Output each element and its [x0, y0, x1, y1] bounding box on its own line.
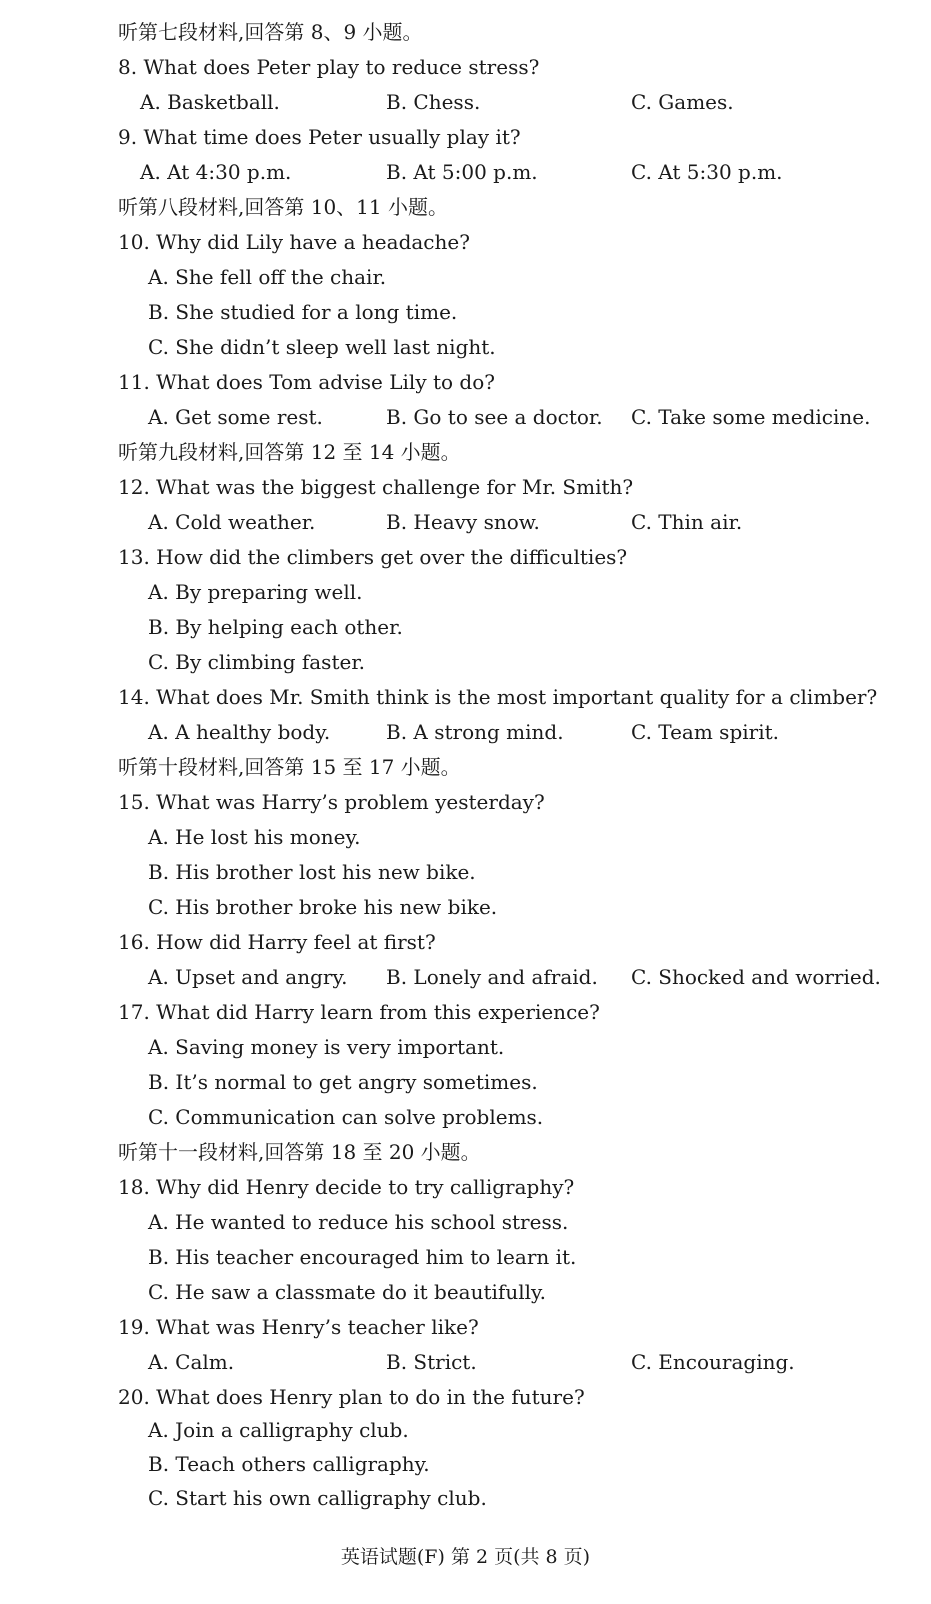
question-20-option-c: C. Start his own calligraphy club.: [148, 1486, 487, 1510]
section-heading: 听第十一段材料,回答第 18 至 20 小题。: [118, 1140, 481, 1164]
question-17-option-a: A. Saving money is very important.: [148, 1035, 505, 1059]
question-15-option-a: A. He lost his money.: [148, 825, 361, 849]
question-10-option-a: A. She fell off the chair.: [148, 265, 387, 289]
question-19-option-a: A. Calm.: [148, 1350, 235, 1374]
question-14-option-c: C. Team spirit.: [631, 720, 779, 744]
section-heading: 听第九段材料,回答第 12 至 14 小题。: [118, 440, 461, 464]
question-9-option-a: A. At 4:30 p.m.: [140, 160, 292, 184]
question-11-option-a: A. Get some rest.: [148, 405, 323, 429]
question-8-option-a: A. Basketball.: [140, 90, 280, 114]
question-16: 16. How did Harry feel at first?: [118, 930, 436, 954]
question-8: 8. What does Peter play to reduce stress?: [118, 55, 540, 79]
question-11-option-b: B. Go to see a doctor.: [386, 405, 603, 429]
question-19-option-c: C. Encouraging.: [631, 1350, 795, 1374]
question-18-option-c: C. He saw a classmate do it beautifully.: [148, 1280, 546, 1304]
question-20-option-b: B. Teach others calligraphy.: [148, 1452, 430, 1476]
question-20: 20. What does Henry plan to do in the future?: [118, 1385, 585, 1409]
question-17: 17. What did Harry learn from this experience?: [118, 1000, 600, 1024]
question-14-option-a: A. A healthy body.: [148, 720, 331, 744]
question-19-option-b: B. Strict.: [386, 1350, 477, 1374]
question-16-option-a: A. Upset and angry.: [148, 965, 348, 989]
page-footer: 英语试题(F) 第 2 页(共 8 页): [340, 1546, 591, 1568]
question-11: 11. What does Tom advise Lily to do?: [118, 370, 495, 394]
question-13-option-a: A. By preparing well.: [148, 580, 363, 604]
question-15-option-b: B. His brother lost his new bike.: [148, 860, 476, 884]
question-18-option-b: B. His teacher encouraged him to learn it.: [148, 1245, 577, 1269]
question-10-option-c: C. She didn’t sleep well last night.: [148, 335, 496, 359]
question-18-option-a: A. He wanted to reduce his school stress.: [148, 1210, 569, 1234]
question-14-option-b: B. A strong mind.: [386, 720, 564, 744]
question-15: 15. What was Harry’s problem yesterday?: [118, 790, 545, 814]
question-13-option-b: B. By helping each other.: [148, 615, 403, 639]
question-16-option-c: C. Shocked and worried.: [631, 965, 881, 989]
question-20-option-a: A. Join a calligraphy club.: [148, 1418, 409, 1442]
question-8-option-c: C. Games.: [631, 90, 734, 114]
question-8-option-b: B. Chess.: [386, 90, 481, 114]
section-heading: 听第七段材料,回答第 8、9 小题。: [118, 20, 423, 44]
question-10-option-b: B. She studied for a long time.: [148, 300, 458, 324]
question-13: 13. How did the climbers get over the difficulties?: [118, 545, 628, 569]
question-12-option-a: A. Cold weather.: [148, 510, 316, 534]
question-17-option-c: C. Communication can solve problems.: [148, 1105, 544, 1129]
question-9-option-c: C. At 5:30 p.m.: [631, 160, 783, 184]
question-11-option-c: C. Take some medicine.: [631, 405, 871, 429]
question-10: 10. Why did Lily have a headache?: [118, 230, 470, 254]
section-heading: 听第八段材料,回答第 10、11 小题。: [118, 195, 448, 219]
section-heading: 听第十段材料,回答第 15 至 17 小题。: [118, 755, 461, 779]
question-17-option-b: B. It’s normal to get angry sometimes.: [148, 1070, 538, 1094]
question-9-option-b: B. At 5:00 p.m.: [386, 160, 538, 184]
question-13-option-c: C. By climbing faster.: [148, 650, 366, 674]
question-12-option-c: C. Thin air.: [631, 510, 743, 534]
question-16-option-b: B. Lonely and afraid.: [386, 965, 598, 989]
question-12: 12. What was the biggest challenge for Mr. Smith?: [118, 475, 634, 499]
question-12-option-b: B. Heavy snow.: [386, 510, 540, 534]
question-9: 9. What time does Peter usually play it?: [118, 125, 521, 149]
question-15-option-c: C. His brother broke his new bike.: [148, 895, 498, 919]
question-19: 19. What was Henry’s teacher like?: [118, 1315, 479, 1339]
question-18: 18. Why did Henry decide to try calligraphy?: [118, 1175, 575, 1199]
question-14: 14. What does Mr. Smith think is the most important quality for a climber?: [118, 685, 878, 709]
